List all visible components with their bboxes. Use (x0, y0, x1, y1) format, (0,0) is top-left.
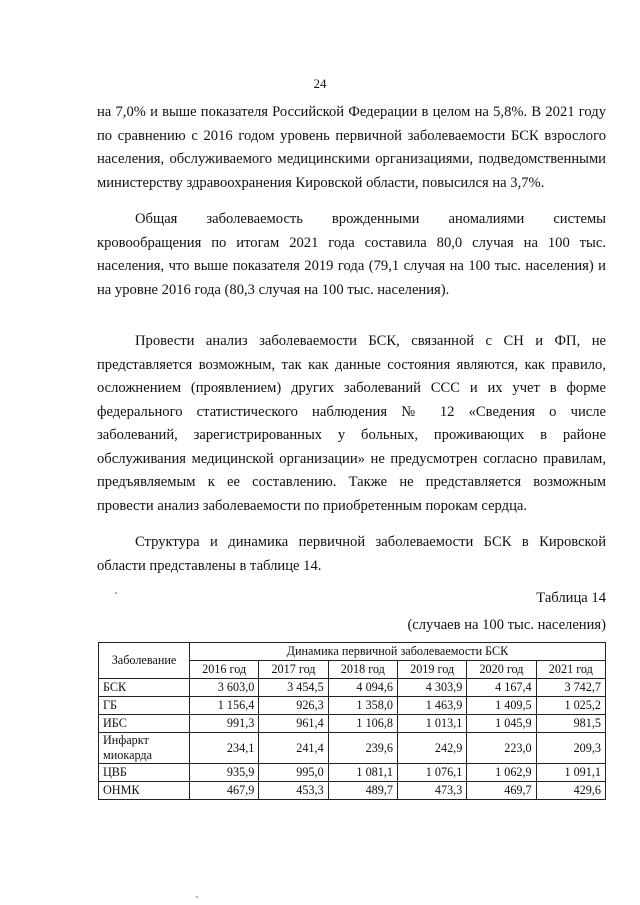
table-cell: 209,3 (536, 733, 605, 764)
paragraph-1 (97, 101, 606, 195)
table-cell: 469,7 (467, 782, 536, 800)
header-disease: Заболевание (99, 643, 190, 679)
year-header: 2020 год (467, 661, 536, 679)
table-cell: 429,6 (536, 782, 605, 800)
table-cell: 241,4 (259, 733, 328, 764)
table-cell: 467,9 (190, 782, 259, 800)
table-cell: 1 091,1 (536, 764, 605, 782)
table-cell: 1 358,0 (328, 697, 397, 715)
paragraph-4-text: Структура и динамика первичной заболеваемости БСК в Кировской области представлены в таблице 14. (97, 534, 606, 574)
scan-speck (196, 896, 198, 898)
table-caption: Таблица 14 (536, 590, 606, 606)
table-cell: 1 463,9 (397, 697, 466, 715)
table-header-row (99, 643, 606, 661)
table-cell: 981,5 (536, 715, 605, 733)
table-cell: 242,9 (397, 733, 466, 764)
table-cell: 991,3 (190, 715, 259, 733)
morbidity-table (98, 642, 606, 800)
year-header: 2016 год (190, 661, 259, 679)
disease-name: ЦВБ (99, 764, 190, 782)
table-cell: 3 454,5 (259, 679, 328, 697)
table-cell: 4 303,9 (397, 679, 466, 697)
table-body (99, 679, 606, 800)
table-cell: 3 603,0 (190, 679, 259, 697)
table-row (99, 733, 606, 764)
paragraph-2 (97, 208, 606, 302)
table-cell: 489,7 (328, 782, 397, 800)
table-row (99, 764, 606, 782)
table-row (99, 782, 606, 800)
disease-name: ОНМК (99, 782, 190, 800)
page-number: 24 (313, 76, 327, 91)
table-cell: 935,9 (190, 764, 259, 782)
table-units: (случаев на 100 тыс. населения) (407, 617, 606, 633)
table-cell: 1 409,5 (467, 697, 536, 715)
paragraph-2-text: Общая заболеваемость врожденными аномалиями системы кровообращения по итогам 2021 года составила 80,0 случая на 100 тыс. населения, что выше показателя 2019 года (79,1 случая на 100 тыс. населения) и на уровне 2016 года (80,3 случая на 100 тыс. населения). (97, 211, 606, 298)
scan-speck (115, 592, 117, 594)
table-cell: 1 062,9 (467, 764, 536, 782)
disease-name: ГБ (99, 697, 190, 715)
table-cell: 239,6 (328, 733, 397, 764)
table-cell: 1 081,1 (328, 764, 397, 782)
table-cell: 223,0 (467, 733, 536, 764)
table-cell: 1 156,4 (190, 697, 259, 715)
table-cell: 1 013,1 (397, 715, 466, 733)
paragraph-3 (97, 330, 606, 518)
year-header: 2017 год (259, 661, 328, 679)
table-cell: 961,4 (259, 715, 328, 733)
disease-name: Инфаркт миокарда (99, 733, 190, 764)
table-row (99, 697, 606, 715)
table-cell: 1 106,8 (328, 715, 397, 733)
table-cell: 995,0 (259, 764, 328, 782)
year-header: 2018 год (328, 661, 397, 679)
table-cell: 4 167,4 (467, 679, 536, 697)
header-group: Динамика первичной заболеваемости БСК (190, 643, 606, 661)
paragraph-3-text: Провести анализ заболеваемости БСК, связанной с СН и ФП, не представляется возможным, так как данные состояния являются, как правило, осложнением (проявлением) других заболеваний ССС и их учет в форме федерального статистического наблюдения № 12 «Сведения о числе заболеваний, зарегистрированных у больных, проживающих в районе обслуживания медицинской организации» не предусмотрен согласно правилам, предъявляемым к ее составлению. Также не представляется возможным провести анализ заболеваемости по приобретенным порокам сердца. (97, 333, 606, 514)
table-row (99, 679, 606, 697)
table-cell: 453,3 (259, 782, 328, 800)
table-cell: 3 742,7 (536, 679, 605, 697)
table-cell: 473,3 (397, 782, 466, 800)
table-cell: 234,1 (190, 733, 259, 764)
table-cell: 1 045,9 (467, 715, 536, 733)
table-cell: 926,3 (259, 697, 328, 715)
table-row (99, 715, 606, 733)
table-cell: 1 076,1 (397, 764, 466, 782)
year-header: 2019 год (397, 661, 466, 679)
table-cell: 4 094,6 (328, 679, 397, 697)
disease-name: БСК (99, 679, 190, 697)
table-cell: 1 025,2 (536, 697, 605, 715)
paragraph-1-text: на 7,0% и выше показателя Российской Федерации в целом на 5,8%. В 2021 году по сравнению с 2016 годом уровень первичной заболеваемости БСК взрослого населения, обслуживаемого медицинскими организациями, подведомственными министерству здравоохранения Кировской области, повысился на 3,7%. (97, 104, 606, 191)
disease-name: ИБС (99, 715, 190, 733)
year-header: 2021 год (536, 661, 605, 679)
paragraph-4 (97, 531, 606, 578)
